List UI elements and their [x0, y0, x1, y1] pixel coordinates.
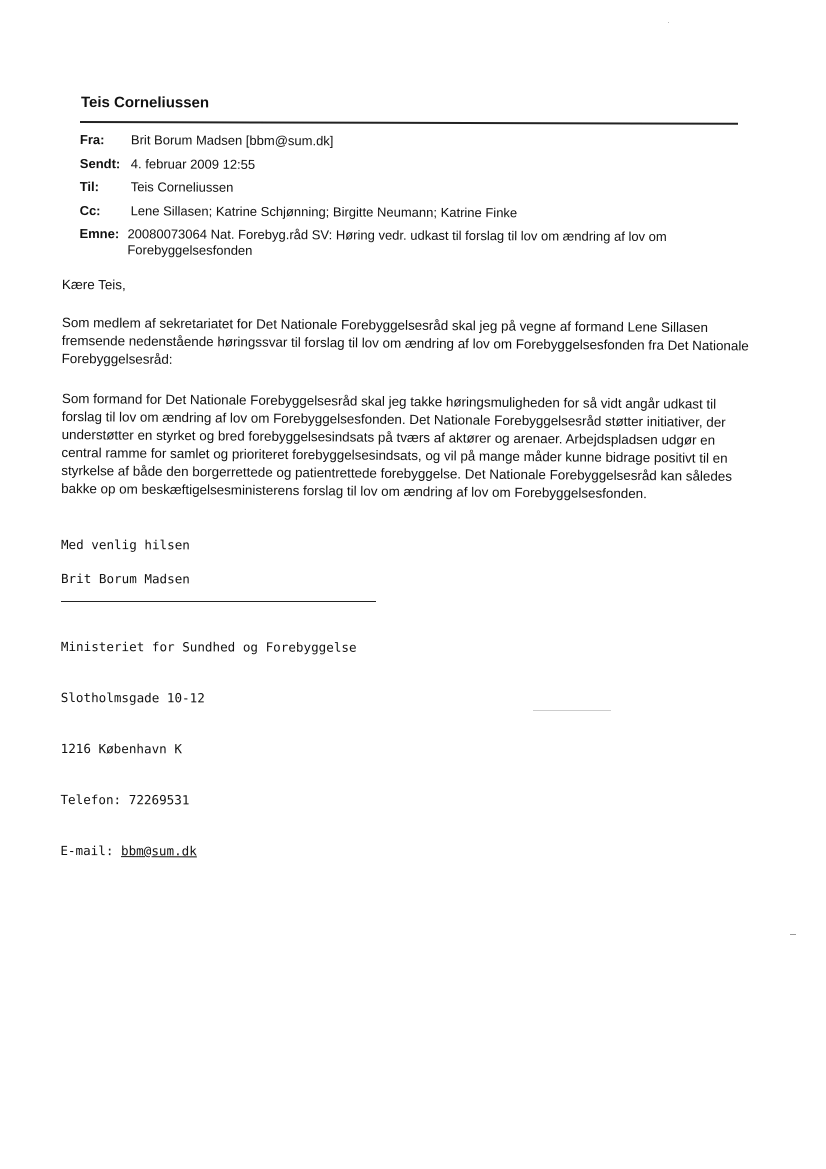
header-from-value: Brit Borum Madsen [bbm@sum.dk]	[130, 132, 334, 149]
header-to	[80, 179, 730, 198]
header-to-value: Teis Corneliussen	[130, 179, 234, 195]
signature-phone: 72269531	[128, 792, 190, 808]
signature-email-label: E-mail:	[60, 842, 114, 859]
signature-city: 1216 København K	[60, 740, 182, 757]
signature-organization: Ministeriet for Sundhed og Forebyggelse	[60, 638, 357, 655]
body-paragraph-1: Som medlem af sekretariatet for Det Nationale Forebyggelsesråd skal jeg på vegne af formand Lene Sillasen fremsende nedenstående høringssvar til forslag til lov om ændring af lov om Forebyggelsesfonden fra Det Nationale Forebyggelsesråd:	[61, 314, 749, 367]
header-from	[80, 132, 730, 151]
header-cc-label: Cc:	[79, 202, 101, 218]
header-sent	[80, 155, 730, 174]
signature-address: Slotholmsgade 10-12	[60, 689, 205, 706]
scan-artifact	[668, 22, 669, 23]
document-title: Teis Corneliussen	[80, 94, 210, 112]
header-subject	[79, 226, 729, 261]
header-subject-value: 20080073064 Nat. Forebyg.råd SV: Høring vedr. udkast til forslag til lov om ændring af lov om Forebyggelsesfonden	[127, 226, 667, 258]
signature-email-line	[60, 842, 356, 860]
header-subject-label: Emne:	[79, 225, 120, 242]
header-sent-value: 4. februar 2009 12:55	[130, 155, 256, 172]
signature-phone-line	[60, 791, 356, 809]
signature-email-link[interactable]: bbm@sum.dk	[121, 843, 197, 859]
header-sent-label: Sendt:	[79, 155, 121, 171]
signer-name: Brit Borum Madsen	[60, 571, 190, 587]
signature-divider	[61, 601, 376, 602]
header-from-label: Fra:	[79, 132, 105, 148]
greeting: Kære Teis,	[61, 277, 126, 293]
title-divider	[80, 121, 738, 125]
signature-block	[60, 604, 356, 894]
header-cc-value: Lene Sillasen; Katrine Schjønning; Birgitte Neumann; Katrine Finke	[130, 202, 518, 220]
scan-artifact	[533, 710, 611, 711]
header-cc	[80, 202, 730, 221]
email-headers	[79, 132, 730, 269]
header-to-label: Til:	[79, 178, 100, 195]
body-paragraph-2: Som formand for Det Nationale Forebyggelsesråd skal jeg takke høringsmuligheden for så vidt angår udkast til forslag til lov om ændring af lov om Forebyggelsesfonden. Det Nationale Forebyggelsesråd støtter initiativer, der understøtter en styrket og bred forebyggelsesindsats på tværs af aktører og arenaer. Arbejdspladsen udgør en central ramme for samlet og prioriteret forebyggelsesindsats, og vil på mange måder kunne bidrage positivt til en styrkelse af både den borgerrettede og patientrettede forebyggelse. Det Nationale Forebyggelsesråd kan således bakke op om beskæftigelsesministerens forslag til lov om ændring af lov om Forebyggelsesfonden.	[61, 390, 733, 502]
signature-phone-label: Telefon:	[60, 791, 122, 808]
scan-artifact	[790, 934, 796, 935]
closing: Med venlig hilsen	[60, 537, 190, 553]
